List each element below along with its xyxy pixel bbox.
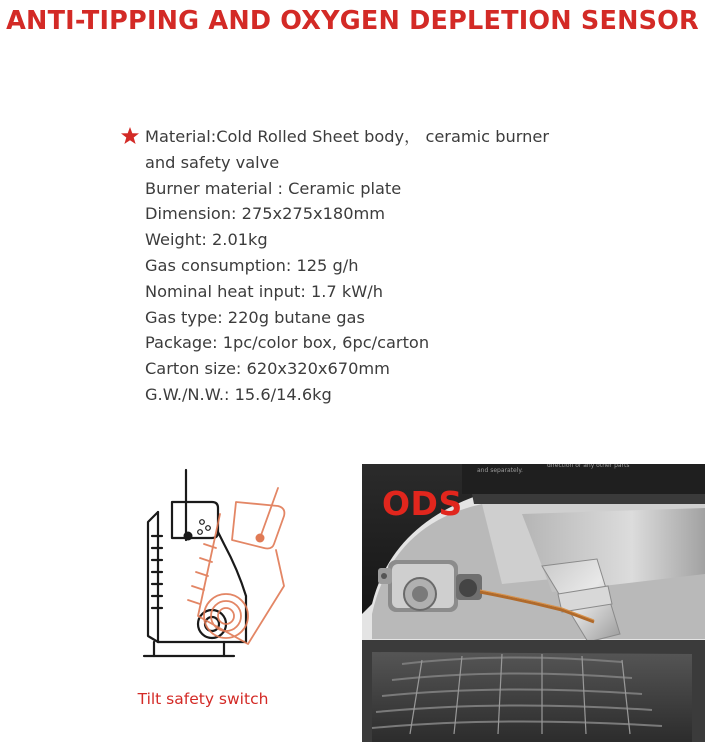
photo-hint: and separately. xyxy=(477,467,523,474)
star-icon xyxy=(120,126,140,146)
spec-line: Weight: 2.01kg xyxy=(145,230,268,250)
ods-photo xyxy=(362,464,705,742)
spec-line: Carton size: 620x320x670mm xyxy=(145,359,390,379)
spec-line: Dimension: 275x275x180mm xyxy=(145,204,386,224)
photo-hint: direction or any other parts xyxy=(547,464,630,469)
tilt-caption: Tilt safety switch xyxy=(137,690,269,708)
spec-line: Package: 1pc/color box, 6pc/carton xyxy=(145,333,430,353)
spec-list xyxy=(145,124,549,408)
ods-label: ODS xyxy=(382,484,463,523)
spec-line: Nominal heat input: 1.7 kW/h xyxy=(145,281,383,301)
spec-line: and safety valve xyxy=(145,152,280,172)
spec-line: Material:Cold Rolled Sheet body， ceramic burner xyxy=(145,127,549,146)
spec-line: G.W./N.W.: 15.6/14.6kg xyxy=(145,384,332,404)
spec-line: Gas consumption: 125 g/h xyxy=(145,255,359,275)
page-title: ANTI-TIPPING AND OXYGEN DEPLETION SENSOR xyxy=(6,6,699,36)
tilt-switch-illustration xyxy=(128,466,310,672)
spec-line: Burner material : Ceramic plate xyxy=(145,178,402,198)
spec-line: Gas type: 220g butane gas xyxy=(145,307,365,327)
